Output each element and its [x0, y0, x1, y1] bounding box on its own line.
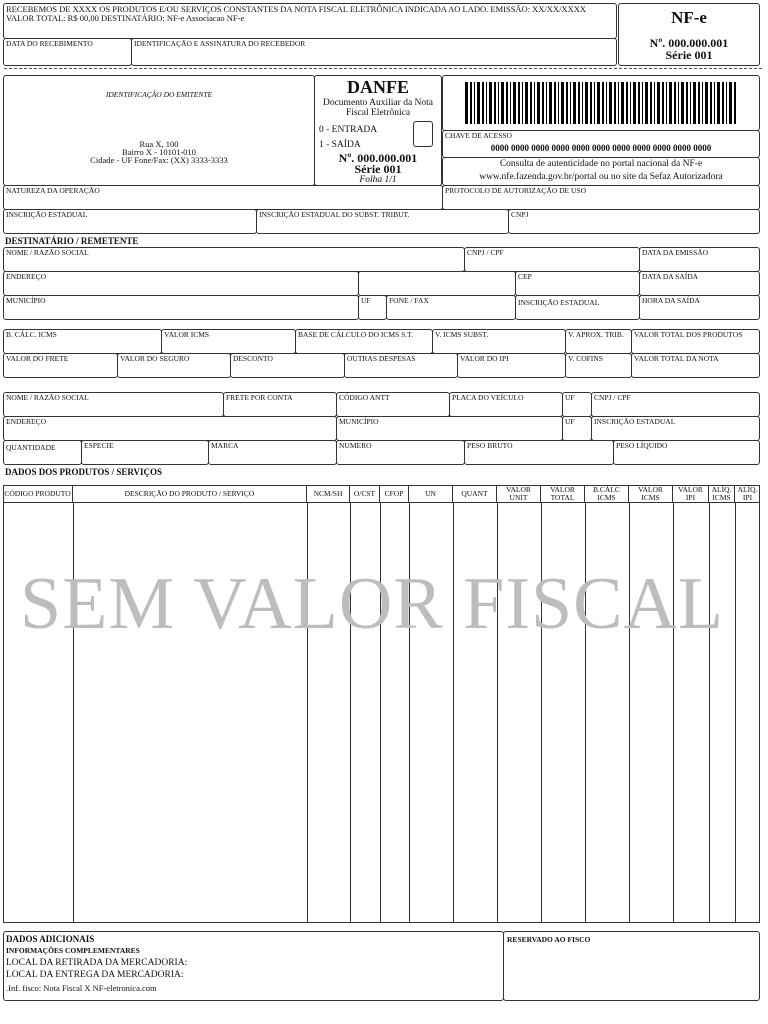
bc-icms-field[interactable] — [3, 329, 162, 354]
dest-municipio-label: MUNICÍPIO — [6, 296, 46, 305]
dest-fone-label: FONE / FAX — [389, 296, 429, 305]
protocolo-field[interactable] — [442, 185, 760, 210]
transp-peso-liquido-field[interactable] — [613, 440, 760, 465]
transp-especie-field[interactable] — [81, 440, 209, 465]
transp-peso-bruto-field[interactable] — [464, 440, 614, 465]
barcode-bar — [470, 82, 472, 124]
barcode-bar — [573, 82, 576, 124]
transp-marca-label: MARCA — [211, 441, 239, 450]
barcode-bar — [606, 82, 607, 124]
icms-subst-label: V. ICMS SUBST. — [435, 330, 489, 339]
transp-frete-field[interactable] — [223, 392, 337, 417]
barcode-bar — [534, 82, 535, 124]
dest-hora-saida-label: HORA DA SAÍDA — [642, 296, 700, 305]
cofins-field[interactable] — [565, 353, 632, 378]
canhoto-serie: Série 001 — [665, 48, 713, 62]
barcode-bar — [618, 82, 619, 124]
transp-cnpj-field[interactable] — [591, 392, 760, 417]
transp-placa-field[interactable] — [449, 392, 563, 417]
danfe-title: DANFE — [347, 77, 409, 97]
barcode-bar — [734, 82, 736, 124]
barcode-bar — [590, 82, 592, 124]
transp-antt-field[interactable] — [336, 392, 450, 417]
produtos-header-col-4: CFOP — [380, 486, 409, 502]
barcode-bar — [702, 82, 703, 124]
transp-endereco-field[interactable] — [3, 416, 337, 441]
protocolo-label: PROTOCOLO DE AUTORIZAÇÃO DE USO — [445, 186, 586, 195]
barcode-box — [442, 75, 760, 131]
barcode-bar — [614, 82, 616, 124]
ipi-field[interactable] — [457, 353, 566, 378]
identificacao-recebedor-label: IDENTIFICAÇÃO E ASSINATURA DO RECEBEDOR — [134, 39, 306, 48]
seguro-label: VALOR DO SEGURO — [120, 354, 190, 363]
desconto-field[interactable] — [230, 353, 345, 378]
barcode-bar — [710, 82, 712, 124]
bc-icms-st-field[interactable] — [295, 329, 433, 354]
transp-ie-label: INSCRIÇÃO ESTADUAL — [594, 417, 676, 426]
transp-numero-field[interactable] — [336, 440, 465, 465]
transp-quantidade-field[interactable] — [3, 440, 82, 465]
reservado-fisco-label: RESERVADO AO FISCO — [507, 935, 591, 944]
reservado-fisco-box — [503, 931, 760, 1001]
barcode-bar — [494, 82, 496, 124]
transp-especie-label: ESPECIE — [84, 441, 114, 450]
barcode-bar — [518, 82, 520, 124]
barcode-bar — [566, 82, 568, 124]
barcode-bar — [645, 82, 648, 124]
barcode-bar — [657, 82, 660, 124]
barcode — [465, 82, 739, 124]
dest-data-emissao-label: DATA DA EMISSÃO — [642, 248, 709, 257]
seguro-field[interactable] — [117, 353, 231, 378]
canhoto-nfe-title: NF-e — [671, 8, 707, 27]
barcode-bar — [729, 82, 732, 124]
transp-marca-field[interactable] — [208, 440, 337, 465]
barcode-bar — [602, 82, 604, 124]
emitente-box — [3, 75, 315, 186]
barcode-bar — [678, 82, 679, 124]
total-nota-field[interactable] — [631, 353, 760, 378]
canhoto-cut-line — [4, 68, 762, 69]
dest-data-saida-field[interactable] — [639, 271, 760, 296]
barcode-bar — [693, 82, 696, 124]
ie-subst-label: INSCRIÇÃO ESTADUAL DO SUBST. TRIBUT. — [259, 210, 410, 219]
emitente-label: IDENTIFICAÇÃO DO EMITENTE — [105, 90, 213, 99]
ipi-label: VALOR DO IPI — [460, 354, 509, 363]
canhoto-numero: Nº. 000.000.001 — [649, 36, 729, 50]
transp-nome-field[interactable] — [3, 392, 224, 417]
consulta-text-2: www.nfe.fazenda.gov.br/portal ou no site da Sefaz Autorizadora — [479, 172, 723, 182]
produtos-header-col-6: QUANT — [453, 486, 497, 502]
emitente-endereco: Rua X, 100 — [139, 139, 179, 149]
transp-uf-field[interactable] — [562, 392, 592, 417]
barcode-bar — [654, 82, 655, 124]
produtos-header-col-2: NCM/SH — [307, 486, 350, 502]
barcode-bar — [705, 82, 708, 124]
dest-municipio-field[interactable] — [3, 295, 359, 320]
tipo-operacao-box[interactable] — [413, 121, 433, 147]
canhoto-text: RECEBEMOS DE XXXX OS PRODUTOS E/OU SERVIÇOS CONSTANTES DA NOTA FISCAL ELETRÔNICA INDICADA AO LADO. EMISSÃO: XX/XX/XXXX VALOR TOTAL: R$ 00,00 DESTINATÁRIO: NF-e Associacao NF-e — [6, 4, 587, 23]
barcode-bar — [690, 82, 691, 124]
barcode-bar — [513, 82, 516, 124]
data-recebimento-field[interactable] — [3, 38, 132, 66]
icms-subst-field[interactable] — [432, 329, 566, 354]
barcode-bar — [650, 82, 652, 124]
dest-uf-label: UF — [361, 296, 371, 305]
barcode-bar — [477, 82, 480, 124]
barcode-bar — [510, 82, 511, 124]
natureza-operacao-field[interactable] — [3, 185, 443, 210]
identificacao-recebedor-field[interactable] — [131, 38, 617, 66]
dest-endereco-label: ENDEREÇO — [6, 272, 46, 281]
dest-nome-field[interactable] — [3, 247, 465, 272]
barcode-bar — [501, 82, 504, 124]
barcode-bar — [570, 82, 571, 124]
barcode-bar — [506, 82, 508, 124]
chave-acesso-value: 0000 0000 0000 0000 0000 0000 0000 0000 0000 0000 0000 — [490, 143, 712, 153]
barcode-bar — [674, 82, 676, 124]
produtos-header-col-3: O/CST — [350, 486, 380, 502]
local-retirada: LOCAL DA RETIRADA DA MERCADORIA: — [6, 958, 188, 968]
dest-data-saida-label: DATA DA SAÍDA — [642, 272, 699, 281]
chave-acesso-label: CHAVE DE ACESSO — [445, 131, 512, 140]
destinatario-section-title: DESTINATÁRIO / REMETENTE — [5, 236, 139, 246]
dest-cep-label: CEP — [518, 272, 532, 281]
barcode-bar — [621, 82, 624, 124]
outras-despesas-field[interactable] — [344, 353, 458, 378]
dest-uf-field[interactable] — [358, 295, 387, 320]
watermark-sem-valor-fiscal: SEM VALOR FISCAL — [20, 563, 725, 645]
produtos-header-col-13: ALÍQ. IPI — [737, 485, 758, 502]
inscricao-estadual-field[interactable] — [3, 209, 257, 234]
dest-cnpj-field[interactable] — [464, 247, 640, 272]
dest-endereco-field[interactable] — [3, 271, 359, 296]
consulta-box — [442, 157, 760, 186]
transp-peso-liquido-label: PESO LÍQUIDO — [616, 441, 668, 450]
transp-cnpj-label: CNPJ / CPF — [594, 393, 631, 402]
produtos-header-col-11: VALOR IPI — [673, 486, 709, 502]
produtos-section-title: DADOS DOS PRODUTOS / SERVIÇOS — [5, 467, 163, 477]
bc-icms-label: B. CÁLC. ICMS — [6, 330, 57, 339]
danfe-saida: 1 - SAÍDA — [319, 140, 361, 150]
danfe-folha: Folha 1/1 — [359, 175, 397, 185]
produtos-header-col-5: UN — [409, 486, 453, 502]
barcode-bar — [638, 82, 640, 124]
barcode-bar — [597, 82, 600, 124]
dest-fone-field[interactable] — [386, 295, 516, 320]
data-recebimento-label: DATA DO RECEBIMENTO — [6, 39, 93, 48]
emitente-bairro: Bairro X - 10101-010 — [122, 147, 196, 157]
barcode-bar — [465, 82, 468, 124]
cofins-label: V. COFINS — [568, 354, 603, 363]
barcode-bar — [522, 82, 523, 124]
desconto-label: DESCONTO — [233, 354, 273, 363]
total-produtos-label: VALOR TOTAL DOS PRODUTOS — [634, 330, 743, 339]
barcode-bar — [554, 82, 556, 124]
chave-acesso-box — [442, 130, 760, 158]
produtos-header-col-10: VALOR ICMS — [629, 486, 673, 502]
transp-antt-label: CÓDIGO ANTT — [339, 393, 390, 402]
inf-fisco: .Inf. fisco: Nota Fiscal X NF-eletronica.com — [6, 983, 157, 993]
emitente-cidade: Cidade - UF Fone/Fax: (XX) 3333-3333 — [90, 155, 228, 165]
barcode-bar — [585, 82, 588, 124]
valor-icms-label: VALOR ICMS — [164, 330, 210, 339]
transp-municipio-label: MUNICÍPIO — [339, 417, 379, 426]
produtos-header-col-7: VALOR UNIT — [497, 486, 541, 502]
dados-adicionais-title: DADOS ADICIONAIS — [6, 934, 95, 944]
produtos-header-col-8: VALOR TOTAL — [541, 486, 585, 502]
aprox-trib-field[interactable] — [565, 329, 632, 354]
barcode-bar — [498, 82, 499, 124]
barcode-bar — [578, 82, 580, 124]
barcode-bar — [474, 82, 475, 124]
ie-subst-field[interactable] — [256, 209, 509, 234]
bc-icms-st-label: BASE DE CÁLCULO DO ICMS S.T. — [298, 330, 414, 339]
transp-nome-label: NOME / RAZÃO SOCIAL — [6, 393, 89, 402]
barcode-bar — [722, 82, 724, 124]
dest-hora-saida-field[interactable] — [639, 295, 760, 320]
valor-icms-field[interactable] — [161, 329, 296, 354]
danfe-numero: Nº. 000.000.001 — [338, 151, 418, 165]
produtos-header-col-0: CÓDIGO PRODUTO — [3, 486, 73, 502]
transp-uf2-field[interactable] — [562, 416, 592, 441]
barcode-bar — [642, 82, 643, 124]
barcode-bar — [594, 82, 595, 124]
consulta-text-1: Consulta de autenticidade no portal nacional da NF-e — [499, 159, 703, 169]
danfe-serie: Série 001 — [354, 162, 402, 176]
barcode-bar — [717, 82, 720, 124]
transp-frete-label: FRETE POR CONTA — [226, 393, 293, 402]
local-entrega: LOCAL DA ENTREGA DA MERCADORIA: — [6, 970, 184, 980]
cnpj-emitente-label: CNPJ — [511, 210, 529, 219]
barcode-bar — [530, 82, 532, 124]
transp-quantidade-label: QUANTIDADE — [6, 443, 56, 452]
barcode-bar — [609, 82, 612, 124]
dest-ie-label: INSCRIÇÃO ESTADUAL — [518, 298, 600, 307]
produtos-header-col-12: ALÍQ. ICMS — [709, 486, 735, 502]
barcode-bar — [666, 82, 667, 124]
transp-peso-bruto-label: PESO BRUTO — [467, 441, 513, 450]
barcode-bar — [669, 82, 672, 124]
barcode-bar — [630, 82, 631, 124]
total-nota-label: VALOR TOTAL DA NOTA — [634, 354, 719, 363]
dest-cnpj-label: CNPJ / CPF — [467, 248, 504, 257]
barcode-bar — [542, 82, 544, 124]
produtos-header-col-9: B.CÁLC ICMS — [585, 486, 629, 502]
barcode-bar — [561, 82, 564, 124]
barcode-bar — [626, 82, 628, 124]
canhoto-nfe-box — [618, 3, 760, 66]
barcode-bar — [662, 82, 664, 124]
informacoes-complementares-title: INFORMAÇÕES COMPLEMENTARES — [6, 946, 140, 955]
barcode-bar — [726, 82, 727, 124]
natureza-operacao-label: NATUREZA DA OPERAÇÃO — [6, 186, 100, 195]
barcode-bar — [486, 82, 487, 124]
barcode-bar — [698, 82, 700, 124]
dados-adicionais-box — [3, 931, 504, 1001]
dest-data-emissao-field[interactable] — [639, 247, 760, 272]
canhoto-box — [3, 3, 617, 39]
barcode-bar — [714, 82, 715, 124]
barcode-bar — [525, 82, 528, 124]
barcode-bar — [489, 82, 492, 124]
barcode-bar — [546, 82, 547, 124]
transp-municipio-field[interactable] — [336, 416, 563, 441]
barcode-bar — [537, 82, 540, 124]
danfe-box — [314, 75, 442, 186]
barcode-bar — [681, 82, 684, 124]
dest-cep-field[interactable] — [515, 271, 640, 296]
inscricao-estadual-label: INSCRIÇÃO ESTADUAL — [6, 210, 88, 219]
transp-ie-field[interactable] — [591, 416, 760, 441]
danfe-entrada: 0 - ENTRADA — [319, 125, 378, 135]
transp-numero-label: NUMERO — [339, 441, 372, 450]
outras-despesas-label: OUTRAS DESPESAS — [347, 354, 416, 363]
frete-label: VALOR DO FRETE — [6, 354, 69, 363]
transp-endereco-label: ENDEREÇO — [6, 417, 46, 426]
barcode-bar — [549, 82, 552, 124]
transp-placa-label: PLACA DO VEÍCULO — [452, 393, 524, 402]
produtos-header-col-1: DESCRIÇÃO DO PRODUTO / SERVIÇO — [73, 486, 307, 502]
dest-nome-label: NOME / RAZÃO SOCIAL — [6, 248, 89, 257]
transp-uf2-label: UF — [565, 417, 575, 426]
dest-ie-field[interactable] — [515, 295, 640, 320]
aprox-trib-label: V. APROX. TRIB. — [568, 330, 624, 339]
barcode-bar — [633, 82, 636, 124]
transp-uf-label: UF — [565, 393, 575, 402]
dest-bairro-field[interactable] — [358, 271, 516, 296]
barcode-bar — [558, 82, 559, 124]
danfe-subtitle: Documento Auxiliar da Nota Fiscal Eletrônica — [322, 98, 433, 118]
frete-field[interactable] — [3, 353, 118, 378]
barcode-bar — [482, 82, 484, 124]
total-produtos-field[interactable] — [631, 329, 760, 354]
barcode-bar — [686, 82, 688, 124]
barcode-bar — [582, 82, 583, 124]
cnpj-emitente-field[interactable] — [508, 209, 760, 234]
